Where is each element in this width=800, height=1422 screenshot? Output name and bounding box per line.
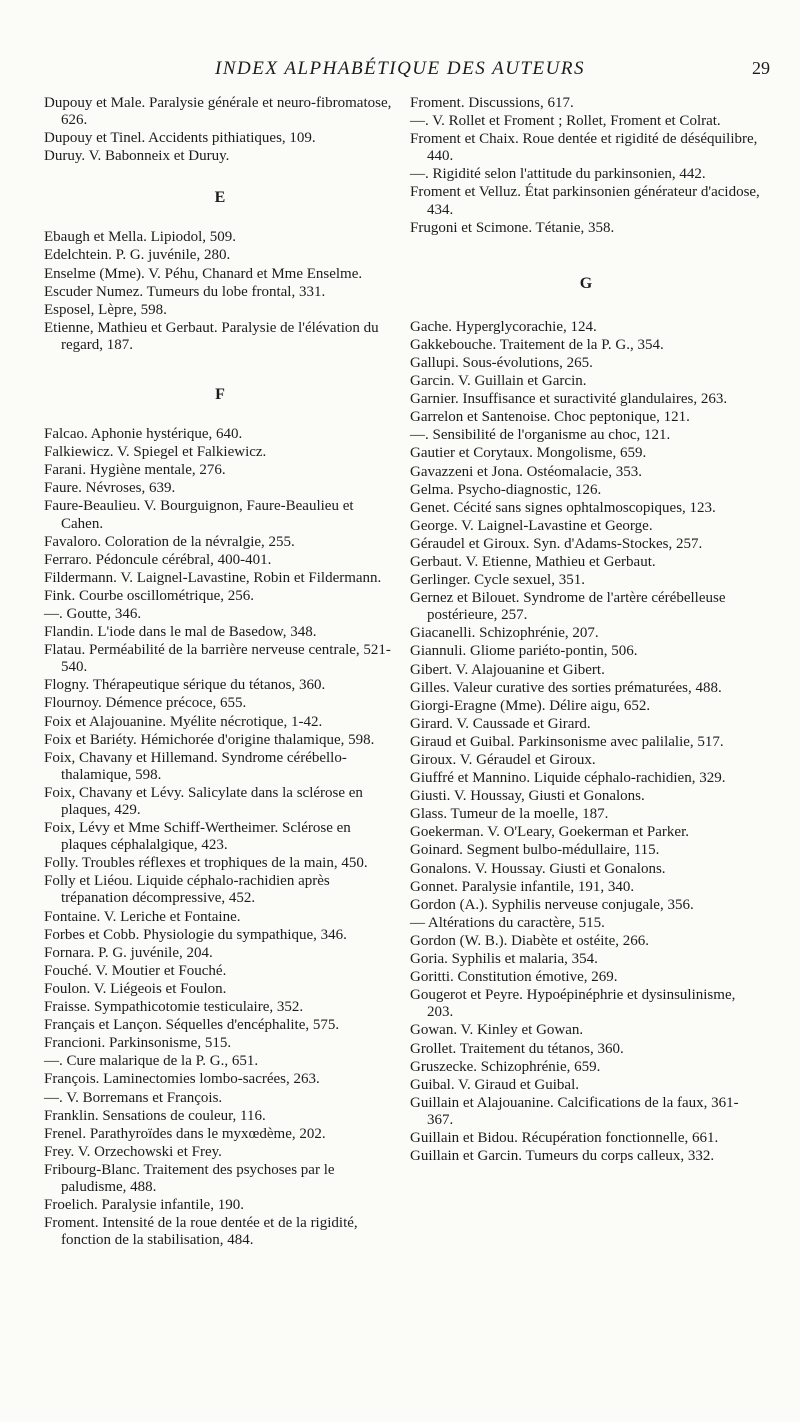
index-entry: Goekerman. V. O'Leary, Goekerman et Parker. (410, 824, 689, 841)
index-entry: Foix et Alajouanine. Myélite nécrotique, 1-42. (44, 713, 323, 730)
index-entry: Glass. Tumeur de la moelle, 187. (410, 806, 609, 823)
index-entry: —. Cure malarique de la P. G., 651. (44, 1053, 259, 1070)
page-number: 29 (752, 58, 770, 78)
index-entry: Gautier et Corytaux. Mongolisme, 659. (410, 445, 647, 462)
index-entry: Foulon. V. Liégeois et Foulon. (44, 980, 227, 997)
index-entry: Frenel. Parathyroïdes dans le myxœdème, 202. (44, 1125, 326, 1142)
index-entry: Franklin. Sensations de couleur, 116. (44, 1107, 266, 1124)
index-entry: Gernez et Bilouet. Syndrome de l'artère cérébelleuse postérieure, 257. (410, 590, 726, 624)
index-entry: Goria. Syphilis et malaria, 354. (410, 951, 598, 968)
index-entry: Froment. Intensité de la roue dentée et de la rigidité, fonction de la stabilisation, 484. (44, 1215, 358, 1249)
index-entry: Giraud et Guibal. Parkinsonisme avec palilalie, 517. (410, 733, 724, 750)
index-entry: Farani. Hygiène mentale, 276. (44, 462, 226, 479)
index-entry: Frugoni et Scimone. Tétanie, 358. (410, 219, 615, 236)
index-entry: Goritti. Constitution émotive, 269. (410, 969, 618, 986)
index-entry: Gelma. Psycho-diagnostic, 126. (410, 481, 602, 498)
index-entry: Forbes et Cobb. Physiologie du sympathique, 346. (44, 926, 347, 943)
index-entry: Faure. Névroses, 639. (44, 480, 176, 497)
section-heading-e: E (214, 189, 226, 207)
index-entry: Edelchtein. P. G. juvénile, 280. (44, 247, 231, 264)
page-title: INDEX ALPHABÉTIQUE DES AUTEURS (215, 58, 585, 79)
index-entry: Fink. Courbe oscillométrique, 256. (44, 587, 254, 604)
index-entry: Garcin. V. Guillain et Garcin. (410, 373, 587, 390)
index-entry: Gakkebouche. Traitement de la P. G., 354. (410, 336, 664, 353)
index-entry: Fouché. V. Moutier et Fouché. (44, 962, 227, 979)
index-entry: Giroux. V. Géraudel et Giroux. (410, 752, 596, 768)
index-entry: Fildermann. V. Laignel-Lavastine, Robin et Fildermann. (44, 569, 382, 586)
index-entry: Garnier. Insuffisance et suractivité glandulaires, 263. (410, 391, 728, 408)
section-heading-f: F (215, 386, 225, 404)
index-entry: Dupouy et Tinel. Accidents pithiatiques, 109. (44, 130, 316, 147)
entries-e-group (44, 229, 396, 354)
index-entry: Folly. Troubles réflexes et trophiques de la main, 450. (44, 855, 368, 872)
index-entry: Gache. Hyperglycorachie, 124. (410, 318, 597, 335)
index-entry: Gougerot et Peyre. Hypoépinéphrie et dysinsulinisme, 203. (410, 987, 736, 1021)
index-entry: Grollet. Traitement du tétanos, 360. (410, 1040, 624, 1057)
index-entry: Flogny. Thérapeutique sérique du tétanos, 360. (44, 677, 326, 694)
index-entry: Gordon (W. B.). Diabète et ostéite, 266. (410, 932, 649, 949)
index-entry: Froment et Chaix. Roue dentée et rigidité de déséquilibre, 440. (410, 131, 758, 165)
index-entry: Flandin. L'iode dans le mal de Basedow, 348. (44, 624, 317, 641)
index-entry: Gordon (A.). Syphilis nerveuse conjugale, 356. (410, 896, 694, 913)
entries-d-group (44, 95, 396, 165)
index-entry: Enselme (Mme). V. Péhu, Chanard et Mme Enselme. (44, 265, 363, 282)
index-entry: George. V. Laignel-Lavastine et George. (410, 517, 653, 534)
index-entry: —. Rigidité selon l'attitude du parkinsonien, 442. (410, 166, 706, 183)
index-entry: Giacanelli. Schizophrénie, 207. (410, 625, 599, 642)
index-entry: Flatau. Perméabilité de la barrière nerveuse centrale, 521-540. (44, 642, 391, 676)
index-entry: Francioni. Parkinsonisme, 515. (44, 1035, 232, 1052)
index-entry: Guibal. V. Giraud et Guibal. (410, 1076, 580, 1093)
index-entry: Fribourg-Blanc. Traitement des psychoses par le paludisme, 488. (44, 1161, 335, 1195)
index-entry: Gonnet. Paralysie infantile, 191, 340. (410, 878, 635, 895)
index-entry: Girard. V. Caussade et Girard. (410, 715, 591, 732)
index-entry: Foix, Lévy et Mme Schiff-Wertheimer. Sclérose en plaques céphalalgique, 423. (44, 820, 351, 854)
index-entry: Gerlinger. Cycle sexuel, 351. (410, 572, 585, 589)
index-entry: Gallupi. Sous-évolutions, 265. (410, 354, 593, 371)
index-entry: Garrelon et Santenoise. Choc peptonique, 121. (410, 409, 690, 426)
index-entry: Giannuli. Gliome pariéto-pontin, 506. (410, 643, 638, 660)
index-entry: Favaloro. Coloration de la névralgie, 255. (44, 533, 295, 550)
index-entry: Goinard. Segment bulbo-médullaire, 115. (410, 842, 660, 859)
index-entry: Froelich. Paralysie infantile, 190. (44, 1197, 244, 1214)
index-entry: Gruszecke. Schizophrénie, 659. (410, 1058, 601, 1075)
index-entry: Gonalons. V. Houssay. Giusti et Gonalons. (410, 860, 666, 877)
index-entry: Foix, Chavany et Hillemand. Syndrome cérébello-thalamique, 598. (44, 749, 347, 783)
index-entry: Giuffré et Mannino. Liquide céphalo-rachidien, 329. (410, 770, 726, 787)
index-entry: Falkiewicz. V. Spiegel et Falkiewicz. (44, 444, 267, 461)
index-entry: —. Sensibilité de l'organisme au choc, 121. (410, 427, 671, 444)
index-entry: Foix et Bariéty. Hémichorée d'origine thalamique, 598. (44, 731, 375, 748)
index-entry: Gerbaut. V. Etienne, Mathieu et Gerbaut. (410, 553, 656, 570)
index-entry: Fornara. P. G. juvénile, 204. (44, 944, 213, 961)
index-entry: Esposel, Lèpre, 598. (44, 301, 167, 318)
left-column (44, 95, 396, 1250)
index-entry: Etienne, Mathieu et Gerbaut. Paralysie de l'élévation du regard, 187. (44, 319, 379, 353)
index-entry: Froment et Velluz. État parkinsonien générateur d'acidose, 434. (410, 184, 760, 218)
index-entry: Giorgi-Eragne (Mme). Délire aigu, 652. (410, 697, 651, 714)
index-entry: Gilles. Valeur curative des sorties prématurées, 488. (410, 679, 722, 696)
index-entry: —. V. Rollet et Froment ; Rollet, Froment et Colrat. (410, 113, 721, 130)
index-entry: Guillain et Garcin. Tumeurs du corps calleux, 332. (410, 1148, 715, 1165)
index-entry: Guillain et Bidou. Récupération fonctionnelle, 661. (410, 1129, 719, 1146)
entries-g-group (410, 319, 762, 1165)
index-entry: Dupouy et Male. Paralysie générale et neuro-fibromatose, 626. (44, 95, 392, 129)
entries-f-group (44, 426, 396, 1249)
index-entry: —. Goutte, 346. (44, 605, 142, 622)
index-entry: Français et Lançon. Séquelles d'encéphalite, 575. (44, 1017, 340, 1034)
index-entry: Giusti. V. Houssay, Giusti et Gonalons. (410, 788, 645, 805)
index-entry: Frey. V. Orzechowski et Frey. (44, 1143, 222, 1160)
index-entry: Géraudel et Giroux. Syn. d'Adams-Stockes, 257. (410, 535, 703, 552)
index-entry: François. Laminectomies lombo-sacrées, 263. (44, 1071, 320, 1088)
index-entry: Folly et Liéou. Liquide céphalo-rachidien après trépanation décompressive, 452. (44, 873, 330, 907)
index-entry: Duruy. V. Babonneix et Duruy. (44, 148, 230, 165)
entries-fr-group (410, 95, 762, 237)
index-entry: Gavazzeni et Jona. Ostéomalacie, 353. (410, 463, 642, 480)
page-header (0, 58, 800, 82)
index-entry: Faure-Beaulieu. V. Bourguignon, Faure-Beaulieu et Cahen. (44, 498, 354, 532)
index-entry: — Altérations du caractère, 515. (410, 914, 605, 931)
index-entry: Falcao. Aphonie hystérique, 640. (44, 426, 243, 443)
index-entry: Foix, Chavany et Lévy. Salicylate dans la sclérose en plaques, 429. (44, 784, 363, 818)
index-entry: Fontaine. V. Leriche et Fontaine. (44, 908, 241, 925)
index-entry: —. V. Borremans et François. (44, 1089, 223, 1106)
index-entry: Flournoy. Démence précoce, 655. (44, 695, 247, 712)
index-entry: Ebaugh et Mella. Lipiodol, 509. (44, 229, 237, 246)
index-entry: Guillain et Alajouanine. Calcifications de la faux, 361-367. (410, 1094, 739, 1128)
index-entry: Gibert. V. Alajouanine et Gibert. (410, 661, 605, 678)
index-entry: Genet. Cécité sans signes ophtalmoscopiques, 123. (410, 499, 716, 516)
index-entry: Froment. Discussions, 617. (410, 95, 574, 111)
index-entry: Ferraro. Pédoncule cérébral, 400-401. (44, 551, 272, 568)
right-column (410, 95, 762, 1166)
index-entry: Fraisse. Sympathicotomie testiculaire, 352. (44, 999, 304, 1016)
index-entry: Escuder Numez. Tumeurs du lobe frontal, 331. (44, 283, 326, 300)
section-heading-g: G (579, 274, 593, 292)
index-entry: Gowan. V. Kinley et Gowan. (410, 1022, 584, 1039)
